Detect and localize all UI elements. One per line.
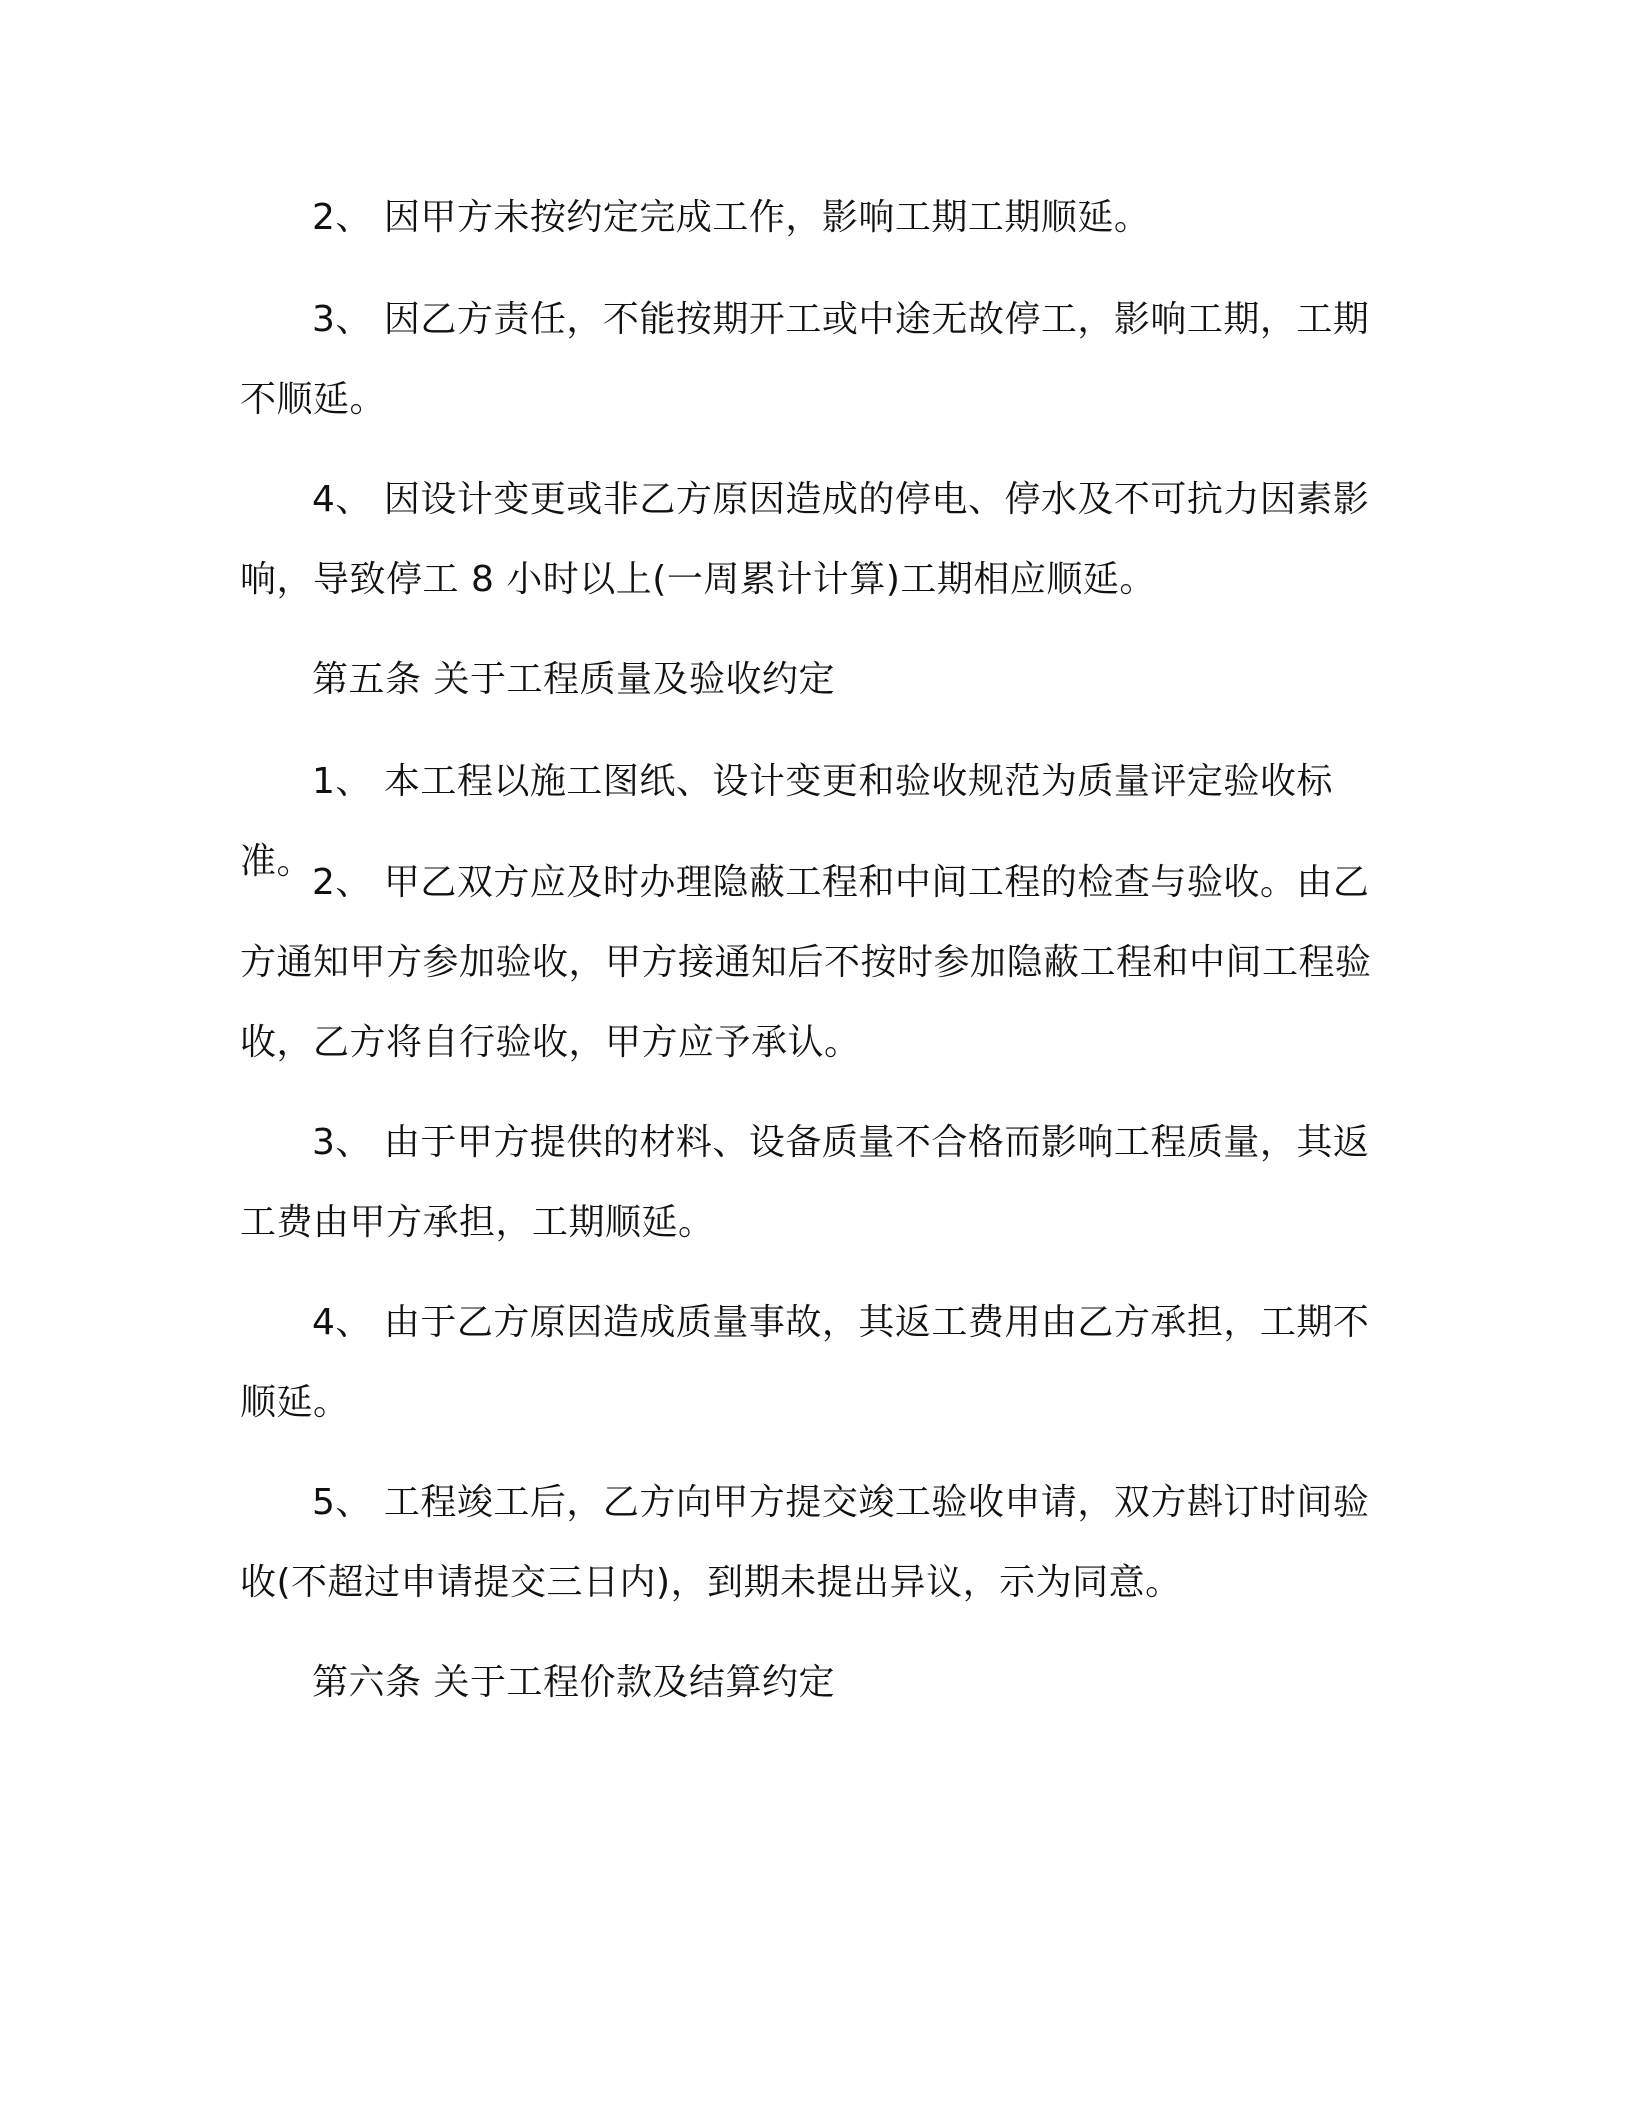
paragraph-clause-4-4: 4、 因设计变更或非乙方原因造成的停电、停水及不可抗力因素影响，导致停工 8 小时以上(一周累计计算)工期相应顺延。 [240,479,1370,600]
paragraph-clause-5-5: 5、 工程竣工后，乙方向甲方提交竣工验收申请，双方斟订时间验收(不超过申请提交三日内)，到期未提出异议，示为同意。 [240,1482,1370,1603]
paragraph-clause-5-2: 2、 甲乙双方应及时办理隐蔽工程和中间工程的检查与验收。由乙方通知甲方参加验收，甲方接通知后不按时参加隐蔽工程和中间工程验收，乙方将自行验收，甲方应予承认。 [240,862,1372,1063]
paragraph-clause-5-1: 1、 本工程以施工图纸、设计变更和验收规范为质量评定验收标准。 [240,761,1333,882]
article-5-heading: 第五条 关于工程质量及验收约定 [312,659,835,700]
article-6-heading: 第六条 关于工程价款及结算约定 [312,1662,835,1703]
paragraph-clause-5-4: 4、 由于乙方原因造成质量事故，其返工费用由乙方承担，工期不顺延。 [240,1302,1370,1423]
paragraph-clause-4-2: 2、 因甲方未按约定完成工作，影响工期工期顺延。 [312,197,1151,238]
paragraph-clause-4-3: 3、 因乙方责任，不能按期开工或中途无故停工，影响工期，工期不顺延。 [240,299,1370,420]
paragraph-clause-5-3: 3、 由于甲方提供的材料、设备质量不合格而影响工程质量，其返工费由甲方承担，工期顺延。 [240,1122,1370,1243]
